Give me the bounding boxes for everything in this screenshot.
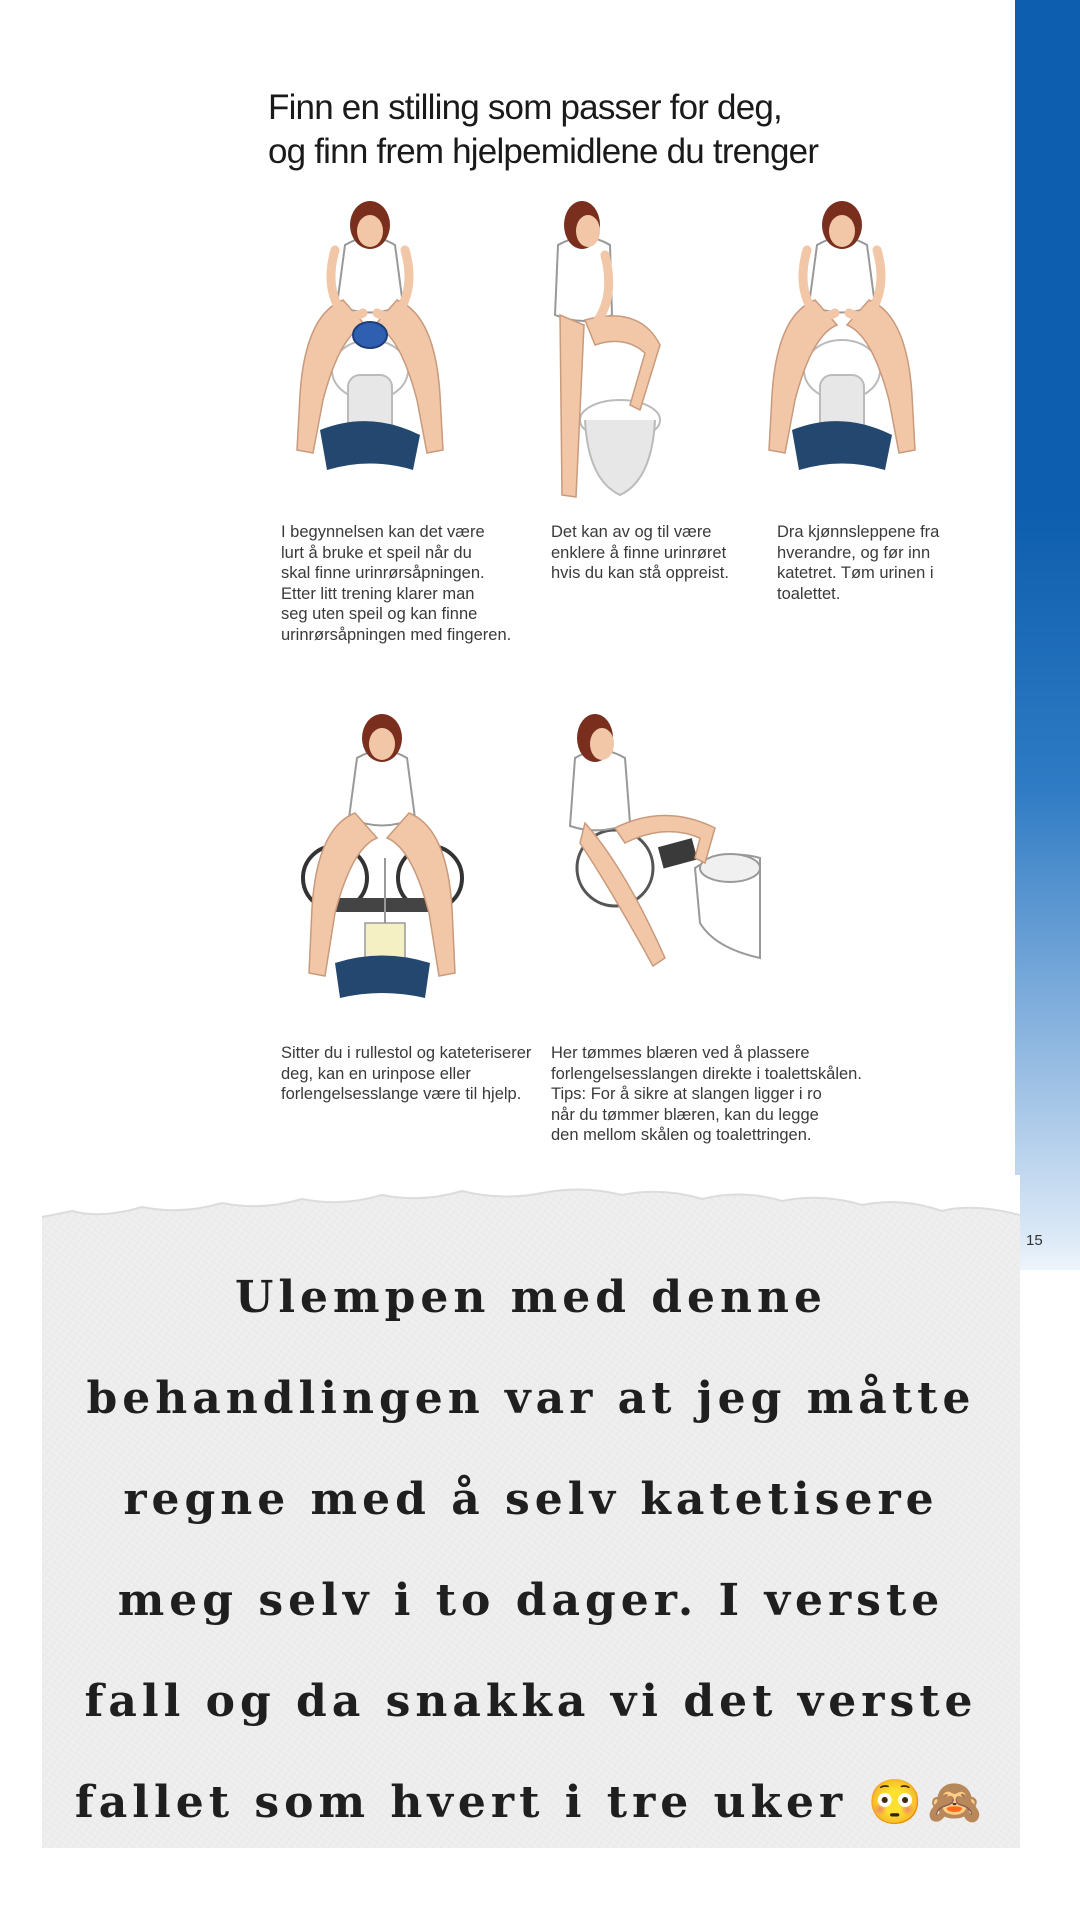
page-number: 15 — [1026, 1232, 1043, 1249]
illustration-side-toilet — [555, 708, 765, 1013]
story-line-3: regne med å selv katetisere — [123, 1474, 939, 1525]
illustration-wheelchair — [295, 708, 470, 1013]
caption-standing: Det kan av og til være enklere å finne urinrøret hvis du kan stå oppreist. — [551, 523, 729, 583]
story-text — [42, 1247, 1020, 1848]
illustration-seated-mirror — [285, 195, 455, 495]
story-text-card — [42, 1175, 1020, 1848]
story-line-6: fallet som hvert i tre uker 😳🙈 — [74, 1777, 988, 1828]
illustration-standing — [540, 195, 690, 515]
caption-side-toilet: Her tømmes blæren ved å plassere forlengelsesslangen direkte i toalettskålen. Tips: For å sikre at slangen ligger i ro når du tømmer blæren, kan du legge den mellom skålen og toalettringen. — [551, 1044, 862, 1145]
story-line-5: fall og da snakka vi det verste — [84, 1676, 978, 1727]
caption-wheelchair: Sitter du i rullestol og kateteriserer deg, kan en urinpose eller forlengelsesslange være til hjelp. — [281, 1044, 532, 1104]
story-line-2: behandlingen var at jeg måtte — [86, 1373, 976, 1424]
illustration-seated-toilet — [757, 195, 927, 495]
page-title-line-1: Finn en stilling som passer for deg, — [268, 88, 782, 127]
page-title-line-2: og finn frem hjelpemidlene du trenger — [268, 132, 819, 171]
page-edge-blue-band — [1015, 0, 1080, 1270]
page-title — [268, 86, 908, 174]
caption-seated-toilet: Dra kjønnsleppene fra hverandre, og før inn katetret. Tøm urinen i toalettet. — [777, 523, 940, 603]
story-line-4: meg selv i to dager. I verste — [117, 1575, 945, 1626]
story-line-1: Ulempen med denne — [234, 1272, 828, 1323]
caption-mirror: I begynnelsen kan det være lurt å bruke et speil når du skal finne urinrørsåpningen. Etter litt trening klarer man seg uten speil og kan finne urinrørsåpningen med fingeren. — [281, 523, 512, 644]
torn-paper-edge — [42, 1175, 1020, 1235]
